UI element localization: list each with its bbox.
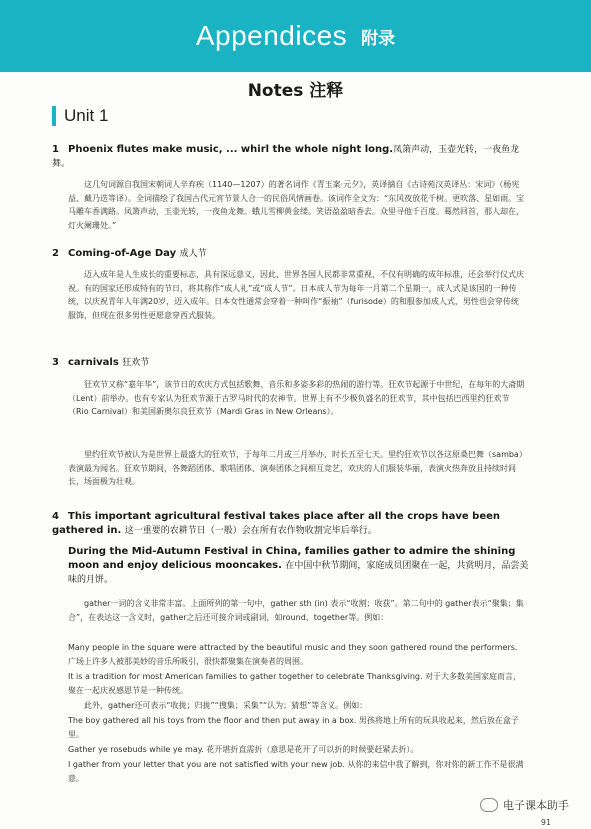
note-4-example-5: I gather from your letter that you are not satisfied with your new job. 从你的来信中我了解到，你对你的新工作不是很满意。 <box>68 760 524 783</box>
banner-title-en: Appendices <box>195 20 348 51</box>
note-2-paragraph: 迈入成年是人生成长的重要标志，具有深远意义，因此，世界各国人民都非常重视，不仅有明确的成年标准，还会举行仪式庆祝。有的国家还形成特有的节日，将其称作“成人礼”或“成人节”。日本成人节为每年一月第二个星期一，成人式是该国的一种传统，以庆祝青年人年满20岁，迈入成年。日本女性通常会穿着一种叫作“振袖”（furisode）的和服参加成人式，男性也会穿传统服饰，但现在很多男性更愿意穿西式服装。 <box>68 270 524 320</box>
banner-title-cn: 附录 <box>361 28 396 49</box>
note-subheading-cn: 在中国中秋节期间，家庭成员团聚在一起，共赏明月，品尝美味的月饼。 <box>68 561 529 585</box>
note-heading-cn: 这一重要的农耕节日（一般）会在所有农作物收割完毕后举行。 <box>124 526 377 536</box>
note-4-paragraph-2: 此外，gather还可表示“收拢；归拢”“搜集；采集”“认为；猜想”等含义。例如： <box>84 701 368 710</box>
note-heading-cn: 狂欢节 <box>122 358 150 368</box>
note-3-heading <box>52 356 532 370</box>
note-3-paragraph-2: 里约狂欢节被认为是世界上最盛大的狂欢节，于每年二月或三月举办，时长五至七天。里约狂欢节以各这原桑巴舞（samba）表演最为闻名。狂欢节期间，各舞蹈团体、歌唱团体、演奏团体之间相互竞艺，欢庆的人们服装华丽，表演火热奔放且持续时间长，场面极为壮观。 <box>68 450 523 486</box>
note-1-heading <box>52 143 532 171</box>
watermark <box>480 797 569 813</box>
note-number: 4 <box>52 511 59 522</box>
note-heading-en: carnivals <box>68 357 119 368</box>
note-4-subheading <box>68 545 532 587</box>
note-4-example-2: It is a tradition for most American families to gather together to celebrate Thanksgiving. 对于大多数美国家庭而言，聚在一起庆祝感恩节是一种传统。 <box>68 672 522 695</box>
page-number: 91 <box>540 818 551 827</box>
unit-accent-bar <box>52 106 56 126</box>
unit-heading <box>52 106 108 126</box>
note-1-paragraph: 这几句词源自我国宋朝词人辛弃疾（1140—1207）的著名词作《青玉案·元夕》，英译摘自《古诗苑汉英译丛：宋词》（杨宪益、戴乃迭等译）。全词描绘了我国古代元宵节景人合一的民俗风情画卷。该词作全文为：“东风夜放花千树。更吹落、星如雨。宝马雕车香满路。凤箫声动，玉壶光转，一夜鱼龙舞。蛾儿雪柳黄金缕。笑语盈盈暗香去。众里寻他千百度。蓦然回首，那人却在，灯火阑珊处。” <box>68 180 525 230</box>
note-number: 1 <box>52 144 59 155</box>
note-heading-en: Phoenix flutes make music, ... whirl the whole night long. <box>68 144 394 155</box>
note-4-paragraph-1: gather一词的含义非常丰富。上面所列的第一句中，gather sth (in) 表示“收割；收获”。第二句中的 gather表示“聚集；集合”，在表达这一含义时，gather之后还可接介词或副词，如round、together等。例如： <box>68 599 524 622</box>
note-4-example-1: Many people in the square were attracted by the beautiful music and they soon gathered round the performers. 广场上许多人被那美妙的音乐所吸引，很快都聚集在演奏者的周围。 <box>68 643 518 666</box>
note-number: 2 <box>52 248 59 259</box>
unit-label: Unit 1 <box>64 106 109 125</box>
note-3-paragraph-1: 狂欢节又称“嘉年华”，该节日的欢庆方式包括歌舞、音乐和多姿多彩的热闹的游行等。狂欢节起源于中世纪，在每年的大斋期（Lent）前举办。也有专家认为狂欢节源于古罗马时代的农神节。世界上有不少极负盛名的狂欢节，其中包括巴西里约狂欢节（Rio Carnival）和美国新奥尔良狂欢节（Mardi Gras in New Orleans）。 <box>68 380 525 416</box>
wechat-icon <box>480 798 498 812</box>
note-subheading-en: During the Mid-Autumn Festival in China, families gather to admire the shining moon and enjoy delicious mooncakes. <box>68 546 516 571</box>
note-heading-cn: 凤箫声动，玉壶光转，一夜鱼龙舞。 <box>52 145 520 169</box>
note-4-example-4: Gather ye rosebuds while ye may. 花开堪折直需折（意思是花开了可以折的时候要赶紧去折）。 <box>68 745 419 754</box>
note-heading-cn: 成人节 <box>179 249 207 259</box>
note-4-heading <box>52 510 532 538</box>
note-4-example-3: The boy gathered all his toys from the floor and then put away in a box. 男孩将地上所有的玩具收起来，然后放在盒子里。 <box>68 716 519 739</box>
note-number: 3 <box>52 357 59 368</box>
notes-title: Notes 注释 <box>247 81 344 101</box>
note-heading-en: Coming-of-Age Day <box>68 248 177 259</box>
note-heading-en: This important agricultural festival takes place after all the crops have been gathered in. <box>52 511 501 536</box>
header-banner <box>0 0 591 72</box>
watermark-text: 电子课本助手 <box>503 799 569 812</box>
note-2-heading <box>52 247 532 261</box>
